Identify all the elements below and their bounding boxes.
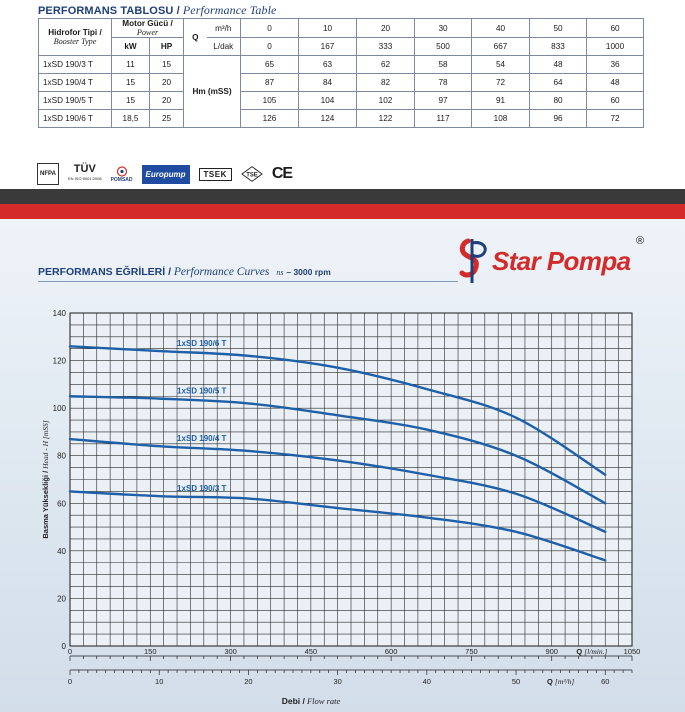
flow-ldak-4: 667 xyxy=(472,38,530,56)
x-axis-lpm-label xyxy=(576,647,607,656)
head-cell: 91 xyxy=(472,92,530,110)
x-axis-title xyxy=(282,696,341,706)
brand-registered-mark: ® xyxy=(636,235,645,247)
flow-ldak-0: 0 xyxy=(241,38,299,56)
y-tick-label: 120 xyxy=(52,356,66,366)
hm-header: Hm (mSS) xyxy=(184,56,241,128)
x-lpm-tick-label: 450 xyxy=(304,647,318,656)
x-m3h-tick-label: 20 xyxy=(244,677,253,686)
ce-mark: CE xyxy=(271,165,293,182)
y-tick-label: 100 xyxy=(52,404,66,414)
curves-title-italic: Performance Curves xyxy=(171,266,270,278)
kw-header: kW xyxy=(112,38,150,56)
x-axis-m3h-label xyxy=(547,677,574,686)
x-lpm-tick-label: 600 xyxy=(384,647,398,656)
series-label: 1xSD 190/3 T xyxy=(177,484,227,494)
x-m3h-tick-label: 40 xyxy=(422,677,431,686)
head-cell: 60 xyxy=(587,92,644,110)
flow-m3h-4: 40 xyxy=(472,19,530,38)
flow-m3h-0: 0 xyxy=(241,19,299,38)
x-lpm-tick-label: 300 xyxy=(224,647,237,656)
flow-m3h-2: 20 xyxy=(357,19,415,38)
flow-ldak-2: 333 xyxy=(357,38,415,56)
head-cell: 87 xyxy=(241,74,299,92)
head-cell: 64 xyxy=(530,74,587,92)
row-hp: 15 xyxy=(150,56,184,74)
flow-ldak-6: 1000 xyxy=(587,38,644,56)
head-cell: 122 xyxy=(357,110,415,128)
x-lpm-tick-label: 1050 xyxy=(623,647,641,656)
head-cell: 108 xyxy=(472,110,530,128)
row-model: 1xSD 190/6 T xyxy=(39,110,112,128)
x-m3h-tick-label: 60 xyxy=(601,677,610,686)
booster-label-en: Booster Type xyxy=(53,37,97,46)
flow-ldak-3: 500 xyxy=(415,38,472,56)
y-tick-label: 80 xyxy=(57,451,66,461)
x-axis-title-tr: Debi / xyxy=(281,696,305,706)
row-model: 1xSD 190/5 T xyxy=(39,92,112,110)
row-hp: 20 xyxy=(150,74,184,92)
head-cell: 105 xyxy=(241,92,299,110)
booster-label-tr: Hidrofor Tipi / xyxy=(48,28,102,37)
head-cell: 82 xyxy=(357,74,415,92)
x-m3h-tick-label: 30 xyxy=(333,677,342,686)
head-cell: 80 xyxy=(530,92,587,110)
head-cell: 62 xyxy=(357,56,415,74)
pomsad-label: POMSAD xyxy=(110,176,133,183)
head-cell: 58 xyxy=(415,56,472,74)
flow-ldak-1: 167 xyxy=(299,38,357,56)
x-lpm-tick-label: 750 xyxy=(465,647,478,656)
x-lpm-tick-label: 150 xyxy=(144,647,157,656)
row-kw: 18,5 xyxy=(112,110,150,128)
head-cell: 78 xyxy=(415,74,472,92)
y-tick-label: 20 xyxy=(57,594,66,604)
flow-m3h-5: 50 xyxy=(530,19,587,38)
x-axis-lpm-unit: [l/min.] xyxy=(584,647,608,656)
x-axis-m3h-unit: [m³/h] xyxy=(554,677,575,686)
hp-header: HP xyxy=(150,38,184,56)
head-cell: 97 xyxy=(415,92,472,110)
flow-ldak-5: 833 xyxy=(530,38,587,56)
row-model: 1xSD 190/4 T xyxy=(39,74,112,92)
row-model: 1xSD 190/3 T xyxy=(39,56,112,74)
motor-label-en: Power xyxy=(136,28,159,37)
head-cell: 72 xyxy=(472,74,530,92)
brand-name: Star Pompa xyxy=(492,245,631,276)
q-header: Q xyxy=(184,19,207,56)
head-cell: 117 xyxy=(415,110,472,128)
x-m3h-tick-label: 10 xyxy=(155,677,164,686)
tsek-logo: TSEK xyxy=(199,168,232,181)
row-kw: 15 xyxy=(112,92,150,110)
curves-title-bold: PERFORMANS EĞRİLERİ / xyxy=(38,266,172,278)
head-cell: 124 xyxy=(299,110,357,128)
tuv-label: TÜV xyxy=(73,163,96,175)
flow-m3h-1: 10 xyxy=(299,19,357,38)
y-axis-label-tr: Basma Yüksekliği / xyxy=(41,470,50,539)
y-axis-label xyxy=(41,420,50,538)
flow-m3h-6: 60 xyxy=(587,19,644,38)
head-cell: 65 xyxy=(241,56,299,74)
head-cell: 36 xyxy=(587,56,644,74)
row-kw: 11 xyxy=(112,56,150,74)
row-hp: 20 xyxy=(150,92,184,110)
europump-logo: Europump xyxy=(142,165,190,184)
x-axis-lpm-q: Q xyxy=(576,647,585,656)
head-cell: 72 xyxy=(587,110,644,128)
curves-title-rpm: – 3000 rpm xyxy=(286,267,331,277)
flow-m3h-3: 30 xyxy=(415,19,472,38)
head-cell: 54 xyxy=(472,56,530,74)
y-tick-label: 60 xyxy=(57,499,66,509)
curves-title-ns: ns xyxy=(276,268,284,277)
brand-logo-letter: S xyxy=(475,267,476,268)
head-cell: 102 xyxy=(357,92,415,110)
motor-label-tr: Motor Gücü / xyxy=(122,19,173,28)
y-tick-label: 0 xyxy=(61,642,66,651)
unit-ldak: L/dak xyxy=(207,38,241,56)
head-cell: 104 xyxy=(299,92,357,110)
y-tick-label: 40 xyxy=(57,546,66,556)
y-axis-label-en: Head - H [mSS] xyxy=(41,420,50,471)
head-cell: 63 xyxy=(299,56,357,74)
table-title-italic: Performance Table xyxy=(179,3,277,17)
series-label: 1xSD 190/5 T xyxy=(177,386,227,396)
head-cell: 84 xyxy=(299,74,357,92)
x-m3h-tick-label: 0 xyxy=(67,677,73,686)
x-axis-m3h-q: Q xyxy=(547,677,555,686)
series-label: 1xSD 190/6 T xyxy=(177,339,227,349)
head-cell: 48 xyxy=(530,56,587,74)
x-lpm-tick-label: 0 xyxy=(67,647,73,656)
tse-label: TSE xyxy=(246,172,258,179)
nfpa-logo: NFPA xyxy=(37,163,59,185)
head-cell: 126 xyxy=(241,110,299,128)
row-hp: 25 xyxy=(150,110,184,128)
head-cell: 48 xyxy=(587,74,644,92)
x-axis-title-en: Flow rate xyxy=(304,696,341,706)
head-cell: 96 xyxy=(530,110,587,128)
table-title-bold: PERFORMANS TABLOSU / xyxy=(38,5,180,17)
series-label: 1xSD 190/4 T xyxy=(177,434,227,444)
unit-m3h: m³/h xyxy=(207,19,241,38)
tuv-sub-label: EN ISO 9001:2008 xyxy=(68,176,102,181)
row-kw: 15 xyxy=(112,74,150,92)
x-lpm-tick-label: 900 xyxy=(545,647,558,656)
x-m3h-tick-label: 50 xyxy=(511,677,521,686)
y-tick-label: 140 xyxy=(52,309,66,318)
